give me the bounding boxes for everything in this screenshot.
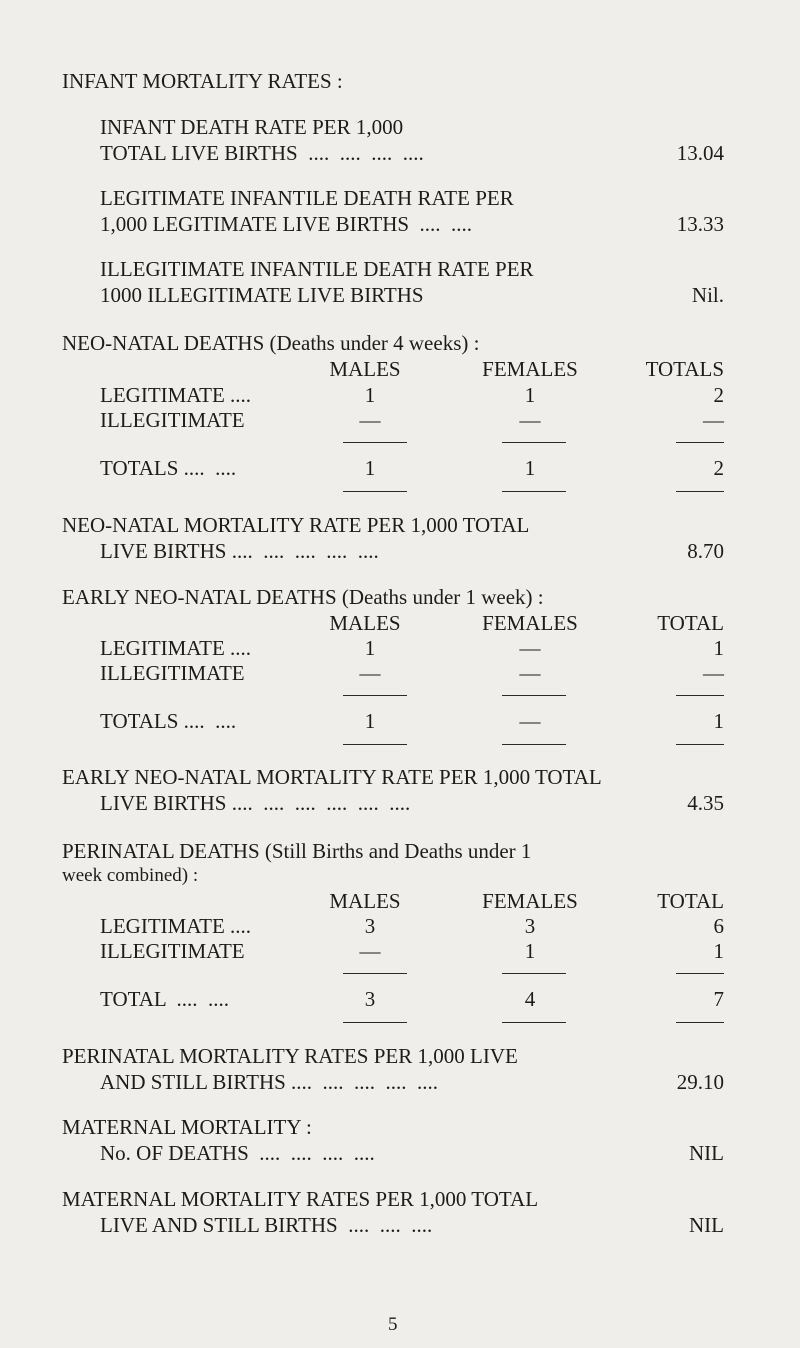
neonatal-rate-value: 8.70 <box>687 539 724 563</box>
neonatal-row-label: ILLEGITIMATE <box>100 408 245 432</box>
page-number: 5 <box>388 1314 398 1335</box>
perinatal-rate-value: 29.10 <box>676 1070 724 1094</box>
rule <box>502 1022 566 1023</box>
neonatal-row-males: 1 <box>364 383 376 407</box>
neonatal-row-total: 2 <box>713 383 724 407</box>
early-neonatal-totals-females: — <box>519 709 541 733</box>
maternal-deaths-value: NIL <box>689 1141 724 1165</box>
perinatal-totals-label: TOTAL .... .... <box>100 987 229 1011</box>
rule <box>343 744 407 745</box>
rule <box>676 1022 724 1023</box>
perinatal-rate-line2: AND STILL BIRTHS .... .... .... .... .... <box>100 1070 439 1094</box>
early-neonatal-rate-value: 4.35 <box>687 791 724 815</box>
rule <box>343 442 407 443</box>
maternal-rate-value: NIL <box>689 1213 724 1237</box>
early-neonatal-col-total: TOTAL <box>657 611 724 635</box>
infant-illegit-value: Nil. <box>691 283 724 307</box>
maternal-heading: MATERNAL MORTALITY : <box>62 1115 312 1139</box>
neonatal-totals-label: TOTALS .... .... <box>100 456 237 480</box>
rule <box>502 491 566 492</box>
rule <box>343 1022 407 1023</box>
infant-legit-line1: LEGITIMATE INFANTILE DEATH RATE PER <box>100 186 514 210</box>
rule <box>502 973 566 974</box>
early-neonatal-rate-line2: LIVE BIRTHS .... .... .... .... .... .... <box>100 791 411 815</box>
perinatal-row-females: 1 <box>524 939 536 963</box>
early-neonatal-totals-label: TOTALS .... .... <box>100 709 237 733</box>
maternal-rate-line2: LIVE AND STILL BIRTHS .... .... .... <box>100 1213 433 1237</box>
perinatal-heading-line1: PERINATAL DEATHS (Still Births and Deaths under 1 <box>62 839 532 863</box>
early-neonatal-rate-line1: EARLY NEO-NATAL MORTALITY RATE PER 1,000 TOTAL <box>62 765 602 789</box>
infant-illegit-line1: ILLEGITIMATE INFANTILE DEATH RATE PER <box>100 257 534 281</box>
neonatal-rate-line2: LIVE BIRTHS .... .... .... .... .... <box>100 539 379 563</box>
neonatal-totals-males: 1 <box>364 456 376 480</box>
early-neonatal-row-total: — <box>703 661 724 685</box>
early-neonatal-totals-males: 1 <box>364 709 376 733</box>
perinatal-heading-line2: week combined) : <box>62 865 199 886</box>
rule <box>676 442 724 443</box>
neonatal-row-females: — <box>519 408 541 432</box>
rule <box>676 695 724 696</box>
early-neonatal-row-label: LEGITIMATE .... <box>100 636 252 660</box>
perinatal-totals-females: 4 <box>524 987 536 1011</box>
maternal-deaths-label: No. OF DEATHS .... .... .... .... <box>100 1141 375 1165</box>
neonatal-row-males: — <box>359 408 381 432</box>
rule <box>676 744 724 745</box>
rule <box>676 491 724 492</box>
neonatal-totals-females: 1 <box>524 456 536 480</box>
infant-legit-line2: 1,000 LEGITIMATE LIVE BIRTHS .... .... <box>100 212 473 236</box>
infant-illegit-line2: 1000 ILLEGITIMATE LIVE BIRTHS <box>100 283 424 307</box>
neonatal-row-total: — <box>703 408 724 432</box>
infant-total-line2: TOTAL LIVE BIRTHS .... .... .... .... <box>100 141 424 165</box>
infant-total-value: 13.04 <box>676 141 724 165</box>
perinatal-row-label: ILLEGITIMATE <box>100 939 245 963</box>
rule <box>343 695 407 696</box>
early-neonatal-row-total: 1 <box>713 636 724 660</box>
perinatal-totals-males: 3 <box>364 987 376 1011</box>
perinatal-row-label: LEGITIMATE .... <box>100 914 252 938</box>
neonatal-row-label: LEGITIMATE .... <box>100 383 252 407</box>
infant-heading: INFANT MORTALITY RATES : <box>62 69 343 93</box>
perinatal-totals-total: 7 <box>713 987 724 1011</box>
neonatal-rate-line1: NEO-NATAL MORTALITY RATE PER 1,000 TOTAL <box>62 513 530 537</box>
rule <box>502 442 566 443</box>
perinatal-row-females: 3 <box>524 914 536 938</box>
early-neonatal-heading: EARLY NEO-NATAL DEATHS (Deaths under 1 week) : <box>62 585 544 609</box>
perinatal-row-total: 6 <box>713 914 724 938</box>
perinatal-row-males: 3 <box>364 914 376 938</box>
early-neonatal-row-females: — <box>519 636 541 660</box>
perinatal-col-males: MALES <box>329 889 401 913</box>
rule <box>502 695 566 696</box>
early-neonatal-totals-total: 1 <box>713 709 724 733</box>
infant-total-line1: INFANT DEATH RATE PER 1,000 <box>100 115 404 139</box>
rule <box>502 744 566 745</box>
rule <box>343 491 407 492</box>
perinatal-col-total: TOTAL <box>657 889 724 913</box>
neonatal-col-males: MALES <box>329 357 401 381</box>
rule <box>343 973 407 974</box>
early-neonatal-row-males: — <box>359 661 381 685</box>
perinatal-row-total: 1 <box>713 939 724 963</box>
early-neonatal-col-females: FEMALES <box>482 611 578 635</box>
perinatal-rate-line1: PERINATAL MORTALITY RATES PER 1,000 LIVE <box>62 1044 518 1068</box>
perinatal-col-females: FEMALES <box>482 889 578 913</box>
rule <box>676 973 724 974</box>
early-neonatal-row-males: 1 <box>364 636 376 660</box>
early-neonatal-row-females: — <box>519 661 541 685</box>
perinatal-row-males: — <box>359 939 381 963</box>
early-neonatal-col-males: MALES <box>329 611 401 635</box>
infant-legit-value: 13.33 <box>676 212 724 236</box>
neonatal-row-females: 1 <box>524 383 536 407</box>
neonatal-totals-total: 2 <box>713 456 724 480</box>
early-neonatal-row-label: ILLEGITIMATE <box>100 661 245 685</box>
neonatal-col-total: TOTALS <box>645 357 724 381</box>
neonatal-heading: NEO-NATAL DEATHS (Deaths under 4 weeks) : <box>62 331 480 355</box>
maternal-rate-line1: MATERNAL MORTALITY RATES PER 1,000 TOTAL <box>62 1187 539 1211</box>
neonatal-col-females: FEMALES <box>482 357 578 381</box>
